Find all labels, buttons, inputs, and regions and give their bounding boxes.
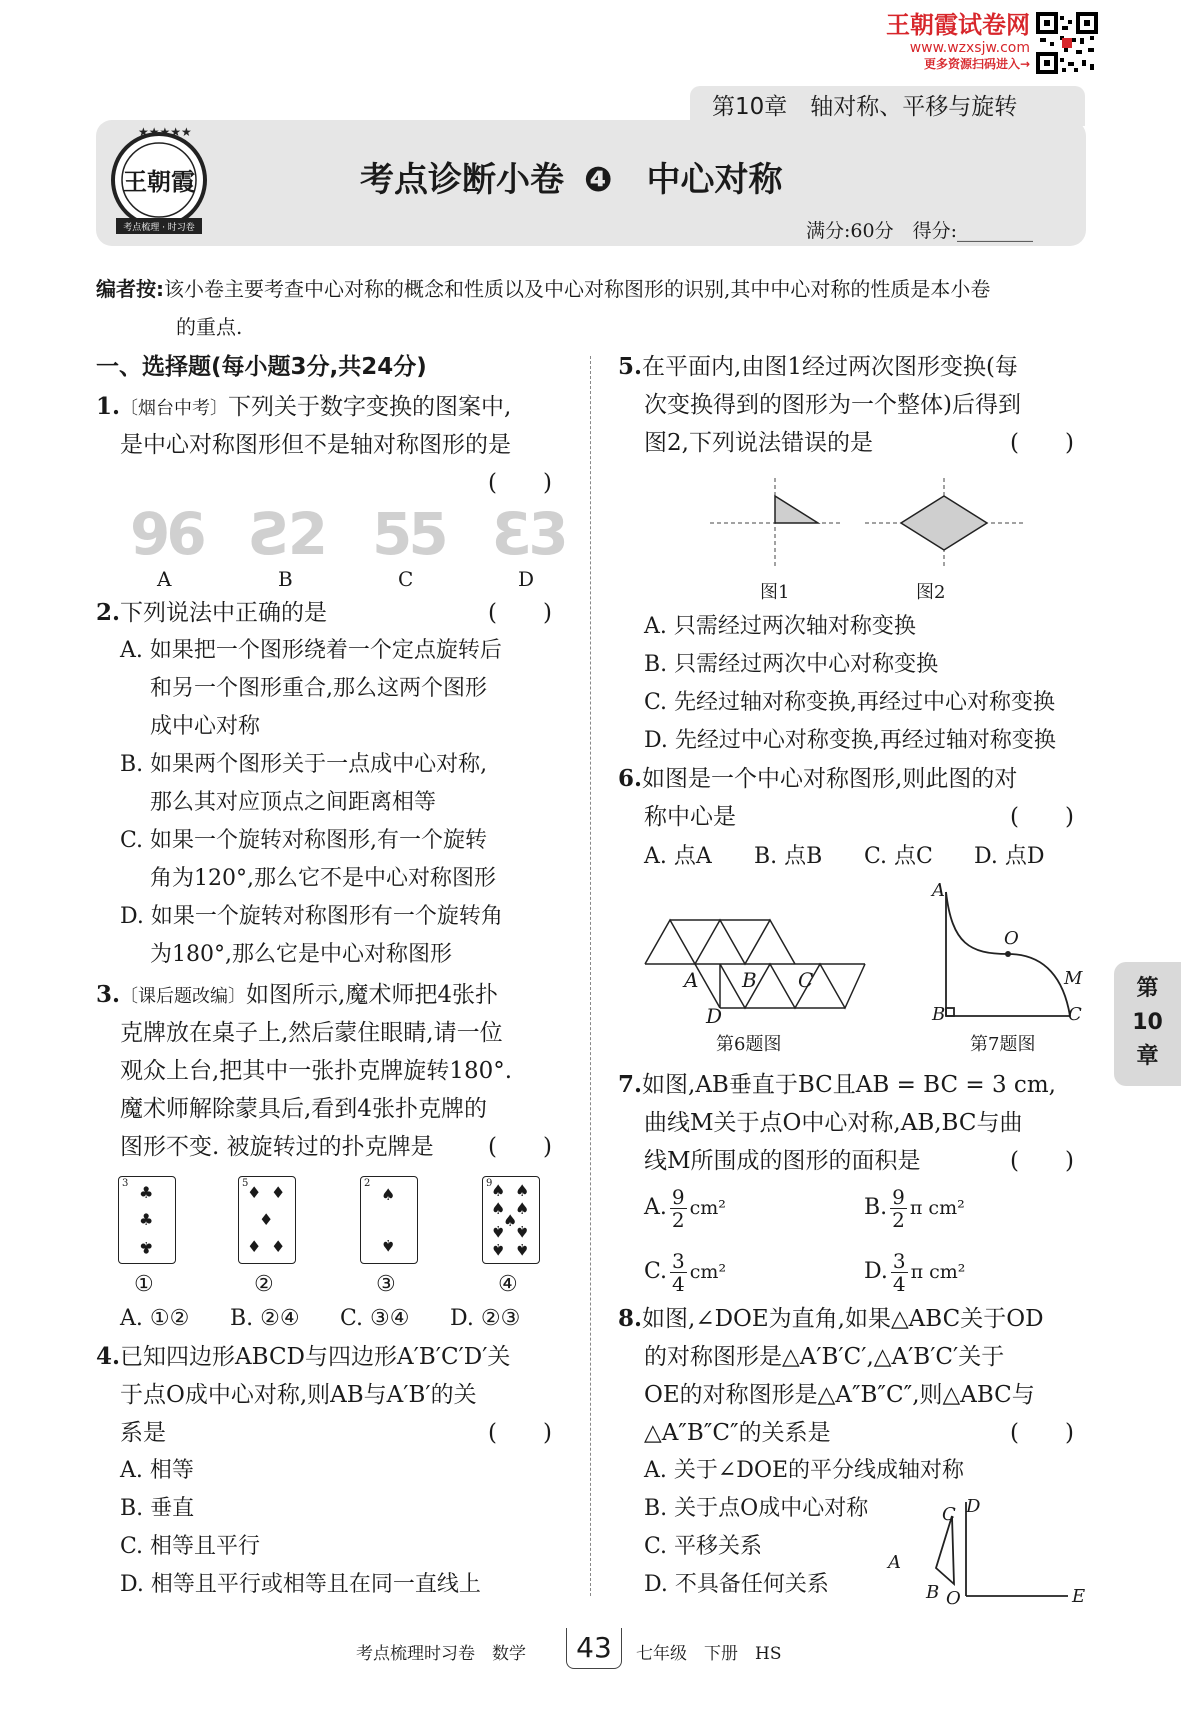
q5-line1: [618, 352, 1018, 382]
card-4-pip-3: ♠: [491, 1199, 506, 1218]
q7-option-d[interactable]: [864, 1248, 965, 1296]
q2-answer-blank[interactable]: ( ): [488, 600, 552, 626]
q3-stem5: 图形不变. 被旋转过的扑克牌是: [120, 1134, 434, 1160]
brand-url[interactable]: www.wzxsjw.com: [909, 40, 1030, 56]
q7-option-a-den: 2: [671, 1207, 685, 1232]
card-1-rank: 3: [122, 1178, 129, 1189]
q7-point-m: M: [1064, 968, 1083, 989]
q7-option-b-num: 9: [892, 1184, 905, 1209]
column-divider: [590, 356, 591, 1596]
title-pre: 考点诊断小卷: [360, 160, 564, 200]
q1-figures: [120, 500, 570, 568]
q1-num: 1.: [96, 393, 121, 420]
card-4-rank: 9: [486, 1178, 493, 1189]
q8-stem2: 的对称图形是△A′B′C′,△A′B′C′关于: [644, 1344, 1005, 1370]
editor-note-line1: 该小卷主要考查中心对称的概念和性质以及中心对称图形的识别,其中中心对称的性质是本小卷: [164, 277, 991, 301]
side-tab-l2: 10: [1132, 1010, 1163, 1035]
chapter-side-tab: [1114, 962, 1181, 1086]
card-2-pip-4: ♦: [247, 1237, 262, 1256]
score-line: 满分:60分 得分:________: [806, 220, 1033, 242]
q8-num: 8.: [618, 1305, 643, 1332]
q4-line1: [96, 1342, 510, 1372]
q7-option-a-frac: [670, 1186, 687, 1231]
q4-stem2: 于点O成中心对称,则AB与A′B′的关: [120, 1382, 477, 1408]
card-1: [118, 1176, 176, 1264]
q7-option-d-num: 3: [892, 1248, 906, 1273]
q8-option-b[interactable]: B. 关于点O成中心对称: [644, 1496, 869, 1521]
section-title: 一、选择题(每小题3分,共24分): [96, 354, 427, 380]
card-label-1: ①: [134, 1272, 154, 1297]
q7-option-a-num: 9: [671, 1184, 685, 1209]
card-4-pip-7: ♠: [515, 1222, 530, 1241]
qr-code-icon[interactable]: [1036, 12, 1098, 74]
q5-answer-blank[interactable]: ( ): [1010, 430, 1074, 456]
q3-stem4: 魔术师解除蒙具后,看到4张扑克牌的: [120, 1096, 487, 1122]
q1-label-d: D: [518, 567, 535, 591]
title-post: 中心对称: [646, 160, 783, 200]
q7-stem2: 曲线M关于点O中心对称,AB,BC与曲: [644, 1110, 1023, 1136]
footer-left: 考点梳理时习卷 数学: [356, 1644, 526, 1664]
q1-label-a: A: [157, 567, 172, 591]
q8-line1: [618, 1304, 1044, 1334]
q7-option-a-letter: A.: [644, 1195, 667, 1220]
q5-option-c[interactable]: C. 先经过轴对称变换,再经过中心对称变换: [644, 690, 1056, 715]
q5-fig2-label: 图2: [916, 582, 946, 603]
q8-option-d[interactable]: D. 不具备任何关系: [644, 1572, 829, 1597]
q1-figure-d: Ɛ3: [492, 500, 565, 568]
q5-stem2: 次变换得到的图形为一个整体)后得到: [644, 392, 1021, 418]
q7-option-a[interactable]: [644, 1184, 726, 1232]
brand-more: 更多资源扫码进入→: [923, 57, 1030, 71]
q6-point-c: C: [798, 968, 814, 992]
q7-caption: 第7题图: [970, 1034, 1036, 1055]
q4-option-b[interactable]: B. 垂直: [120, 1496, 195, 1521]
q8-option-a[interactable]: A. 关于∠DOE的平分线成轴对称: [644, 1458, 965, 1483]
card-2-pip-3: ♦: [259, 1210, 274, 1229]
q1-figure-b: Ƨ2: [250, 500, 325, 568]
card-4-pip-1: ♠: [491, 1181, 506, 1200]
q7-option-a-unit: cm²: [689, 1197, 726, 1219]
q1-answer-blank[interactable]: ( ): [488, 470, 552, 496]
q6-caption: 第6题图: [716, 1034, 782, 1055]
card-3: [360, 1176, 418, 1264]
card-1-pip-top: ♣: [139, 1183, 154, 1202]
q5-fig1-label: 图1: [760, 582, 790, 603]
q8-point-e: E: [1072, 1586, 1086, 1607]
card-2-rank: 5: [242, 1178, 249, 1189]
side-tab-l3: 章: [1136, 1044, 1159, 1069]
page-title: [360, 158, 782, 202]
card-3-pip-top: ♠: [381, 1185, 396, 1204]
q4-option-c[interactable]: C. 相等且平行: [120, 1534, 261, 1559]
editor-note-label: 编者按:: [96, 277, 164, 301]
q3-line1: [96, 980, 498, 1012]
q1-stem1: 下列关于数字变换的图案中,: [228, 394, 512, 420]
card-4-pip-6: ♠: [491, 1222, 506, 1241]
q2-stem: [96, 598, 327, 628]
q6-stem2: 称中心是: [644, 804, 736, 830]
q7-option-b-den: 2: [892, 1207, 905, 1232]
card-4-pip-4: ♠: [515, 1199, 530, 1218]
q5-figure-1: [710, 478, 840, 568]
q6-point-a: A: [684, 968, 699, 992]
q1-stem2: 是中心对称图形但不是轴对称图形的是: [120, 432, 511, 458]
q8-point-a: A: [888, 1552, 901, 1573]
q8-stem4: △A″B″C″的关系是: [644, 1420, 831, 1446]
q2-option-c-2: 角为120°,那么它不是中心对称图形: [150, 866, 496, 891]
q2-option-b-2: 那么其对应顶点之间距离相等: [150, 790, 437, 815]
card-3-pip-bot: ♠: [381, 1236, 396, 1255]
q4-stem1: 已知四边形ABCD与四边形A′B′C′D′关: [120, 1344, 511, 1370]
q3-stem3: 观众上台,把其中一张扑克牌旋转180°.: [120, 1058, 513, 1084]
q3-num: 3.: [96, 981, 121, 1008]
q1-source: 〔烟台中考〕: [120, 398, 229, 419]
q7-point-c: C: [1068, 1004, 1082, 1025]
q6-option-d[interactable]: D. 点D: [974, 844, 1045, 869]
q1-line1: [96, 392, 511, 424]
q2-option-c-1[interactable]: C. 如果一个旋转对称图形,有一个旋转: [120, 828, 488, 853]
q7-option-c[interactable]: [644, 1248, 726, 1296]
q4-stem3: 系是: [120, 1420, 166, 1446]
q7-stem3: 线M所围成的图形的面积是: [644, 1148, 921, 1174]
q3-option-d[interactable]: D. ②③: [450, 1306, 521, 1331]
q2-option-a-2: 和另一个图形重合,那么这两个图形: [150, 676, 487, 701]
card-3-rank: 2: [364, 1178, 371, 1189]
q7-option-b-unit: π cm²: [909, 1197, 965, 1219]
q2-option-a-1[interactable]: A. 如果把一个图形绕着一个定点旋转后: [120, 638, 502, 663]
q7-option-d-den: 4: [892, 1271, 906, 1296]
q8-point-b: B: [926, 1582, 940, 1603]
logo-text: 王朝霞: [123, 167, 195, 196]
q8-option-c[interactable]: C. 平移关系: [644, 1534, 763, 1559]
q6-stem1: 如图是一个中心对称图形,则此图的对: [642, 766, 1018, 792]
q1-label-b: B: [278, 567, 293, 591]
card-2-pip-2: ♦: [271, 1183, 286, 1202]
svg-text:考点梳理 · 时习卷: 考点梳理 · 时习卷: [123, 223, 195, 233]
q2-option-d-1[interactable]: D. 如果一个旋转对称图形有一个旋转角: [120, 904, 503, 929]
chapter-title: 第10章 轴对称、平移与旋转: [712, 94, 1018, 120]
q3-option-a[interactable]: A. ①②: [120, 1306, 190, 1331]
card-label-4: ④: [498, 1272, 518, 1297]
card-2: [238, 1176, 296, 1264]
card-4-pip-8: ♠: [491, 1240, 506, 1259]
q3-answer-blank[interactable]: ( ): [488, 1134, 552, 1160]
q6-option-a[interactable]: A. 点A: [644, 844, 712, 869]
q4-num: 4.: [96, 1343, 121, 1370]
card-1-pip-bot: ♣: [139, 1238, 154, 1257]
q2-stem-text: 下列说法中正确的是: [120, 600, 328, 626]
q1-figure-a: 96: [130, 500, 203, 568]
card-1-pip-mid: ♣: [139, 1210, 154, 1229]
q5-stem1: 在平面内,由图1经过两次图形变换(每: [642, 354, 1018, 380]
svg-text:★★★★★: ★★★★★: [138, 125, 192, 139]
q5-figures: [700, 478, 1040, 578]
q7-stem1: 如图,AB垂直于BC且AB = BC = 3 cm,: [642, 1072, 1056, 1098]
q2-num: 2.: [96, 599, 121, 626]
q3-stem1: 如图所示,魔术师把4张扑: [246, 982, 498, 1008]
q4-option-d[interactable]: D. 相等且平行或相等且在同一直线上: [120, 1572, 481, 1597]
editor-note-line2: 的重点.: [176, 315, 243, 339]
q8-stem1: 如图,∠DOE为直角,如果△ABC关于OD: [642, 1306, 1044, 1332]
q6-point-d: D: [706, 1004, 723, 1028]
title-num: ❹: [583, 160, 613, 200]
q6-num: 6.: [618, 765, 643, 792]
q6-line1: [618, 764, 1017, 794]
card-label-2: ②: [254, 1272, 274, 1297]
q7-option-c-letter: C.: [644, 1259, 668, 1284]
q7-option-b-letter: B.: [864, 1195, 888, 1220]
q7-point-b: B: [932, 1004, 946, 1025]
q6-option-c[interactable]: C. 点C: [864, 844, 933, 869]
q5-figure-2: [865, 478, 1025, 568]
q7-option-d-unit: π cm²: [910, 1261, 966, 1283]
side-tab-l1: 第: [1136, 976, 1159, 1001]
q7-option-c-unit: cm²: [689, 1261, 727, 1283]
q5-num: 5.: [618, 353, 643, 380]
card-label-3: ③: [376, 1272, 396, 1297]
q7-answer-blank[interactable]: ( ): [1010, 1148, 1074, 1174]
q3-stem2: 克牌放在桌子上,然后蒙住眼睛,请一位: [120, 1020, 503, 1046]
page-number: 43: [566, 1628, 622, 1669]
brand-name: 王朝霞试卷网: [886, 11, 1030, 39]
card-2-pip-5: ♦: [271, 1237, 286, 1256]
q5-stem3: 图2,下列说法错误的是: [644, 430, 873, 456]
q8-stem3: OE的对称图形是△A″B″C″,则△ABC与: [644, 1382, 1035, 1408]
q8-answer-blank[interactable]: ( ): [1010, 1420, 1074, 1446]
q7-option-d-letter: D.: [864, 1259, 888, 1284]
card-4-pip-2: ♠: [515, 1181, 530, 1200]
q7-option-b[interactable]: [864, 1184, 965, 1232]
q4-option-a[interactable]: A. 相等: [120, 1458, 194, 1483]
footer-right: 七年级 下册 HS: [636, 1644, 782, 1664]
q8-point-c: C: [942, 1504, 956, 1525]
editor-note: [96, 270, 1086, 346]
q7-figure: [930, 884, 1083, 1024]
q5-option-a[interactable]: A. 只需经过两次轴对称变换: [644, 614, 916, 639]
q6-option-b[interactable]: B. 点B: [754, 844, 823, 869]
q7-line1: [618, 1070, 1056, 1100]
q6-answer-blank[interactable]: ( ): [1010, 804, 1074, 830]
q7-option-c-frac: [670, 1250, 687, 1295]
q5-option-b[interactable]: B. 只需经过两次中心对称变换: [644, 652, 939, 677]
brand-block: [830, 10, 1030, 72]
q2-option-d-2: 为180°,那么它是中心对称图形: [150, 942, 452, 967]
q6-point-b: B: [742, 968, 757, 992]
q1-label-c: C: [398, 567, 414, 591]
card-2-pip-1: ♦: [247, 1183, 262, 1202]
card-4-pip-5: ♠: [503, 1211, 518, 1230]
q7-option-b-frac: [890, 1186, 907, 1231]
q7-num: 7.: [618, 1071, 643, 1098]
q8-point-o: O: [946, 1588, 961, 1609]
q5-option-d[interactable]: D. 先经过中心对称变换,再经过轴对称变换: [644, 728, 1056, 753]
q8-figure: [890, 1500, 1080, 1610]
q7-option-c-den: 4: [672, 1271, 685, 1296]
q4-answer-blank[interactable]: ( ): [488, 1420, 552, 1446]
q2-option-b-1[interactable]: B. 如果两个图形关于一点成中心对称,: [120, 752, 488, 777]
q3-option-b[interactable]: B. ②④: [230, 1306, 300, 1331]
q8-point-d: D: [966, 1496, 981, 1517]
q2-option-a-3: 成中心对称: [150, 714, 261, 739]
q7-point-a: A: [932, 880, 945, 901]
q3-option-c[interactable]: C. ③④: [340, 1306, 410, 1331]
q1-figure-c: 55: [372, 500, 445, 568]
q3-source: 〔课后题改编〕: [120, 986, 247, 1007]
card-4-pip-9: ♠: [515, 1240, 530, 1259]
q7-option-d-frac: [891, 1250, 908, 1295]
card-4: [482, 1176, 540, 1264]
q7-point-o: O: [1004, 928, 1019, 949]
q7-option-c-num: 3: [672, 1248, 685, 1273]
